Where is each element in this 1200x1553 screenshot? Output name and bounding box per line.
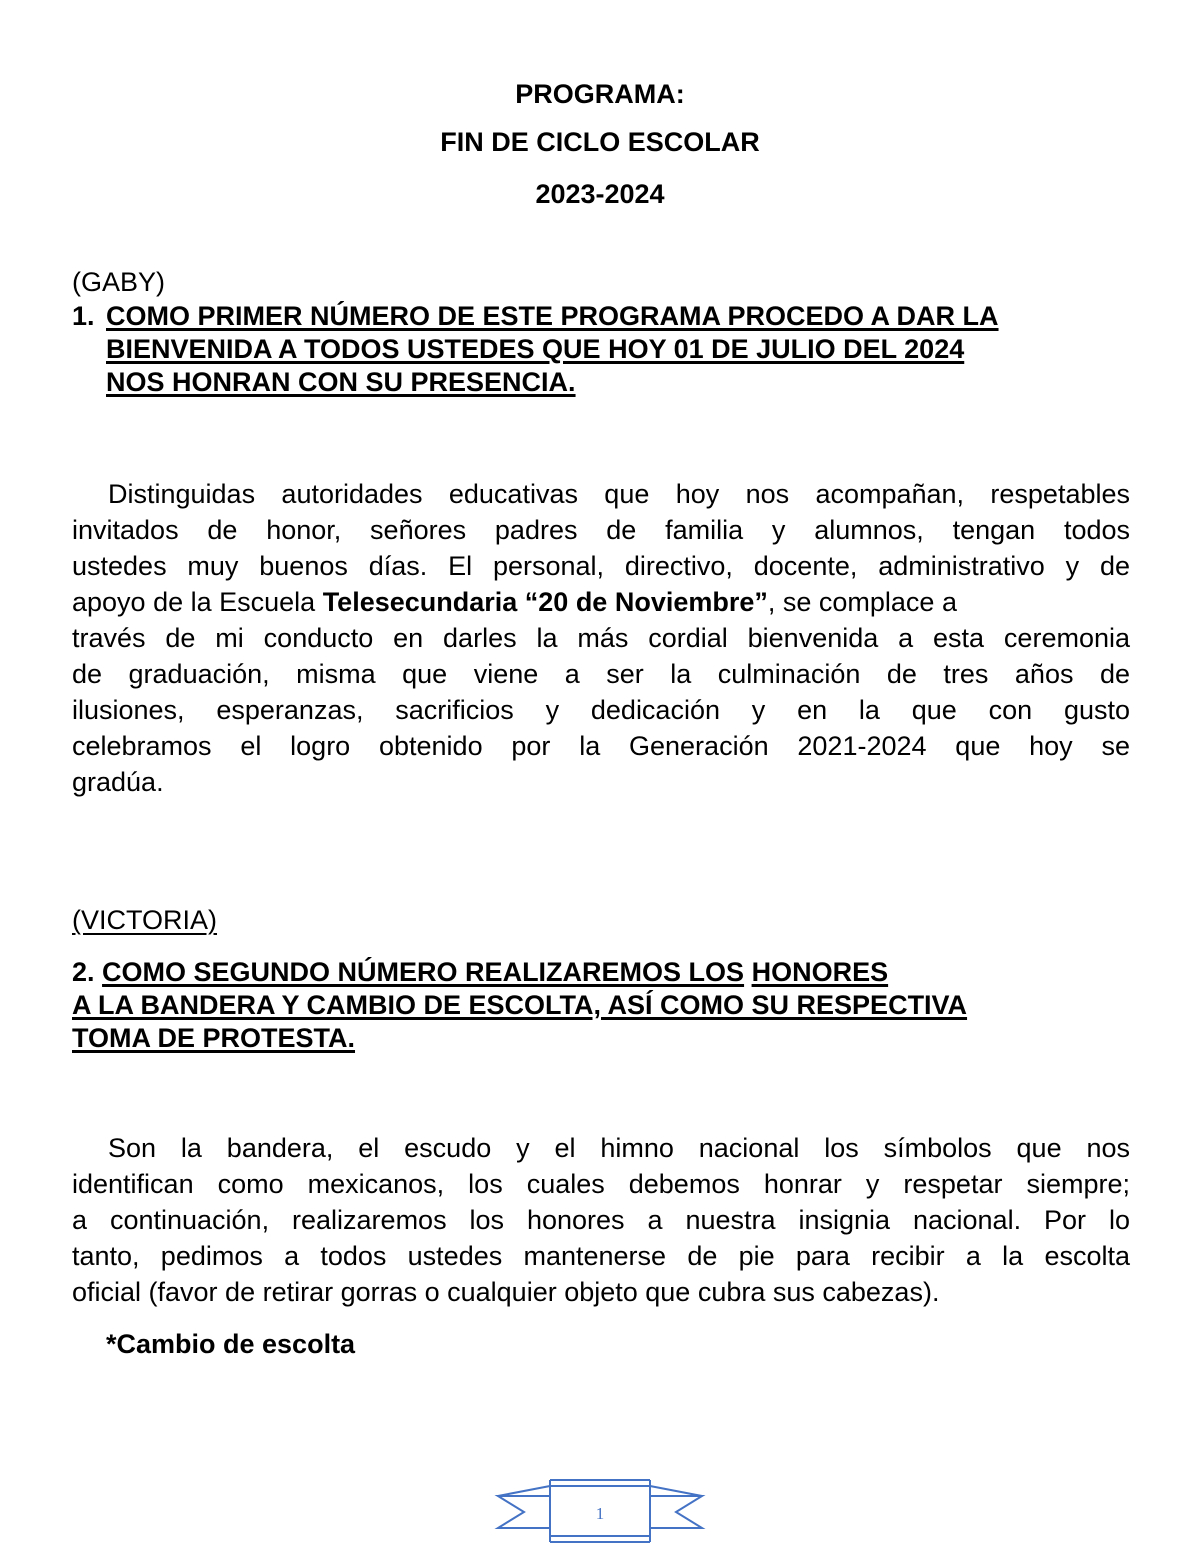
paragraph-line: gradúa. — [72, 767, 164, 797]
paragraph-line: ilusiones, esperanzas, sacrificios y dedicación y en la que con gusto — [72, 695, 1130, 725]
section2-heading-text: A LA BANDERA Y CAMBIO DE ESCOLTA, ASÍ COMO SU RESPECTIVA — [72, 990, 968, 1020]
paragraph-line: celebramos el logro obtenido por la Generación 2021-2024 que hoy se — [72, 731, 1130, 761]
section1-number: 1. — [72, 301, 95, 331]
section1-heading-line: BIENVENIDA A TODOS USTEDES QUE HOY 01 DE JULIO DEL 2024 — [106, 334, 965, 364]
section1-heading-line: COMO PRIMER NÚMERO DE ESTE PROGRAMA PROCEDO A DAR LA — [106, 301, 999, 331]
paragraph-line: oficial (favor de retirar gorras o cualquier objeto que cubra sus cabezas). — [72, 1277, 940, 1307]
speaker-victoria: (VICTORIA) — [72, 905, 218, 935]
paragraph-line: identifican como mexicanos, los cuales debemos honrar y respetar siempre; — [72, 1169, 1130, 1199]
paragraph-line: tanto, pedimos a todos ustedes mantenerse de pie para recibir a la escolta — [72, 1241, 1130, 1271]
paragraph-line — [72, 584, 1130, 620]
paragraph-text: , se complace a — [767, 587, 957, 617]
section2-number: 2. — [72, 957, 95, 987]
section1-heading — [72, 300, 1130, 399]
paragraph-line: ustedes muy buenos días. El personal, directivo, docente, administrativo y de — [72, 551, 1130, 581]
speaker-gaby: (GABY) — [72, 267, 166, 297]
school-year: 2023-2024 — [535, 179, 665, 209]
paragraph-line: invitados de honor, señores padres de familia y alumnos, tengan todos — [72, 515, 1130, 545]
section2-heading — [72, 956, 1130, 1055]
paragraph-line: Distinguidas autoridades educativas que hoy nos acompañan, respetables — [108, 479, 1130, 509]
paragraph-line: a continuación, realizaremos los honores a nuestra insignia nacional. Por lo — [72, 1205, 1130, 1235]
honors-paragraph — [72, 1130, 1130, 1310]
section2-heading-text: HONORES — [751, 957, 889, 987]
page-number-ribbon — [494, 1476, 706, 1546]
section2-heading-text: TOMA DE PROTESTA. — [72, 1023, 356, 1053]
event-title: FIN DE CICLO ESCOLAR — [440, 127, 760, 157]
section2-heading-text: COMO SEGUNDO NÚMERO REALIZAREMOS LOS — [102, 957, 745, 987]
escort-change-subheading: *Cambio de escolta — [106, 1329, 356, 1359]
paragraph-text: apoyo de la Escuela — [72, 587, 323, 617]
page-number: 1 — [595, 1504, 605, 1523]
section2-heading-line — [72, 1022, 1130, 1055]
section2-heading-line — [72, 989, 1130, 1022]
school-name: Telesecundaria “20 de Noviembre” — [322, 587, 768, 617]
paragraph-line: través de mi conducto en darles la más cordial bienvenida a esta ceremonia — [72, 623, 1130, 653]
welcome-paragraph — [72, 476, 1130, 800]
paragraph-line: de graduación, misma que viene a ser la culminación de tres años de — [72, 659, 1130, 689]
program-title: PROGRAMA: — [515, 79, 685, 109]
section1-heading-line: NOS HONRAN CON SU PRESENCIA. — [106, 367, 576, 397]
paragraph-line: Son la bandera, el escudo y el himno nacional los símbolos que nos — [108, 1133, 1130, 1163]
section2-heading-line — [72, 956, 1130, 989]
